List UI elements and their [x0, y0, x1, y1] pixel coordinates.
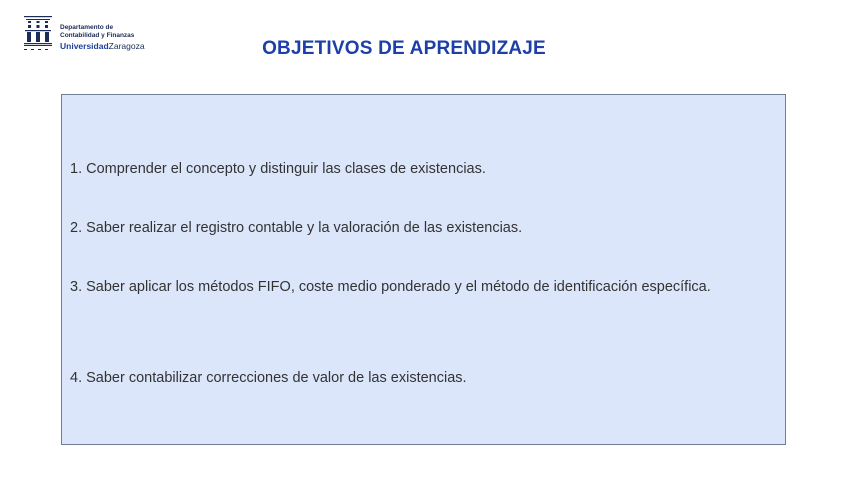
objective-item-1: 1. Comprender el concepto y distinguir las clases de existencias.: [70, 161, 486, 177]
department-name-line2: Contabilidad y Finanzas: [60, 32, 135, 39]
objectives-box: [61, 94, 786, 445]
objective-item-4: 4. Saber contabilizar correcciones de valor de las existencias.: [70, 370, 467, 386]
objective-item-3: 3. Saber aplicar los métodos FIFO, coste medio ponderado y el método de identificación específica.: [70, 279, 711, 295]
department-name-line1: Departamento de: [60, 24, 114, 31]
objective-item-2: 2. Saber realizar el registro contable y la valoración de las existencias.: [70, 220, 523, 236]
page-title: OBJETIVOS DE APRENDIZAJE: [262, 38, 546, 59]
university-name-city: Zaragoza: [108, 41, 145, 51]
university-name-strong: Universidad: [60, 41, 109, 51]
